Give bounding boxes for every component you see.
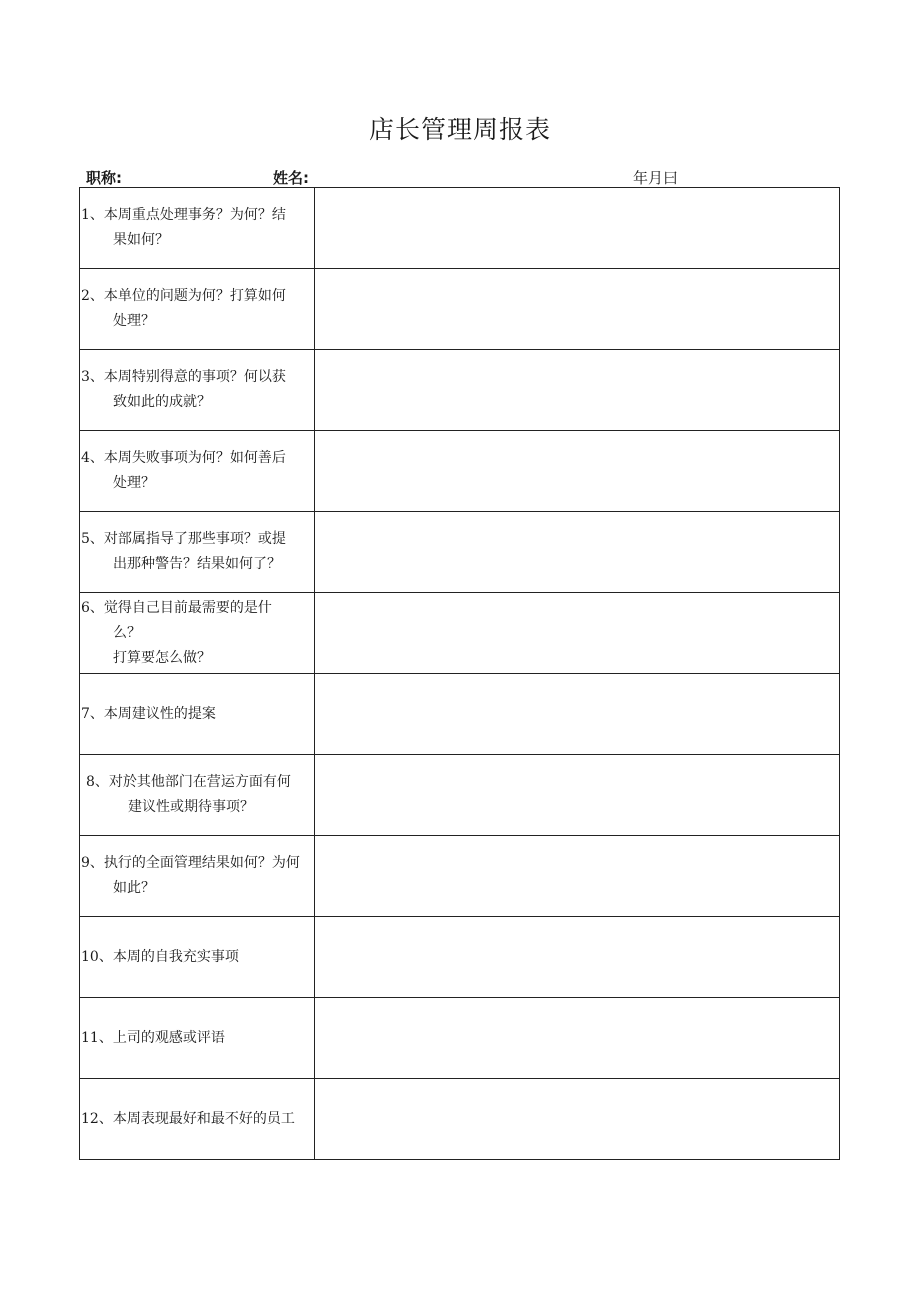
question-text: 么？ bbox=[113, 624, 141, 641]
answer-cell[interactable] bbox=[315, 998, 840, 1079]
answer-cell[interactable] bbox=[315, 350, 840, 431]
weekly-report-table bbox=[79, 187, 840, 1160]
question-text: 1、本周重点处理事务？为何？结 bbox=[81, 207, 286, 223]
form-header bbox=[0, 167, 920, 187]
question-cell bbox=[80, 350, 315, 431]
question-text: 6、觉得自己目前最需要的是什 bbox=[81, 599, 272, 616]
question-text: 11、上司的观感或评语 bbox=[81, 1029, 225, 1046]
question-cell bbox=[80, 188, 315, 269]
answer-cell[interactable] bbox=[315, 755, 840, 836]
answer-cell[interactable] bbox=[315, 674, 840, 755]
question-text: 致如此的成就？ bbox=[113, 394, 211, 410]
form-title: 店长管理周报表 bbox=[368, 115, 551, 144]
question-text: 3、本周特别得意的事项？何以获 bbox=[81, 369, 286, 385]
answer-cell[interactable] bbox=[315, 512, 840, 593]
table-row bbox=[80, 998, 840, 1079]
question-cell bbox=[80, 674, 315, 755]
table-row bbox=[80, 188, 840, 269]
question-cell bbox=[80, 431, 315, 512]
answer-cell[interactable] bbox=[315, 1079, 840, 1160]
answer-cell[interactable] bbox=[315, 269, 840, 350]
question-cell bbox=[80, 1079, 315, 1160]
question-text: 9、执行的全面管理结果如何？为何 bbox=[81, 855, 300, 871]
question-text: 12、本周表现最好和最不好的员工 bbox=[81, 1110, 295, 1127]
question-text: 处理？ bbox=[113, 313, 155, 329]
table-row bbox=[80, 917, 840, 998]
date-label: 年月曰 bbox=[633, 169, 679, 187]
question-cell bbox=[80, 836, 315, 917]
question-text: 处理？ bbox=[113, 475, 155, 491]
question-cell bbox=[80, 998, 315, 1079]
question-text: 打算要怎么做？ bbox=[113, 649, 211, 666]
table-row bbox=[80, 431, 840, 512]
table-row bbox=[80, 836, 840, 917]
answer-cell[interactable] bbox=[315, 593, 840, 674]
table-row bbox=[80, 674, 840, 755]
question-cell bbox=[80, 269, 315, 350]
question-cell bbox=[80, 593, 315, 674]
question-cell bbox=[80, 755, 315, 836]
question-text: 8、对於其他部门在营运方面有何 bbox=[86, 774, 291, 790]
question-text: 5、对部属指导了那些事项？或提 bbox=[81, 531, 286, 547]
name-label: 姓名: bbox=[273, 169, 309, 187]
table-row bbox=[80, 269, 840, 350]
table-row bbox=[80, 1079, 840, 1160]
question-text: 如此？ bbox=[113, 880, 155, 896]
answer-cell[interactable] bbox=[315, 188, 840, 269]
table-row bbox=[80, 512, 840, 593]
question-text: 果如何？ bbox=[113, 232, 169, 248]
answer-cell[interactable] bbox=[315, 917, 840, 998]
table-row bbox=[80, 350, 840, 431]
question-text: 4、本周失败事项为何？如何善后 bbox=[81, 450, 286, 466]
question-text: 出那种警告？结果如何了？ bbox=[113, 556, 281, 572]
answer-cell[interactable] bbox=[315, 431, 840, 512]
question-cell bbox=[80, 917, 315, 998]
question-text: 建议性或期待事项？ bbox=[128, 799, 254, 815]
question-text: 10、本周的自我充实事项 bbox=[81, 948, 239, 965]
question-cell bbox=[80, 512, 315, 593]
question-text: 2、本单位的问题为何？打算如何 bbox=[81, 288, 286, 304]
question-text: 7、本周建议性的提案 bbox=[81, 705, 216, 722]
table-row bbox=[80, 593, 840, 674]
table-row bbox=[80, 755, 840, 836]
job-title-label: 职称: bbox=[86, 169, 122, 187]
answer-cell[interactable] bbox=[315, 836, 840, 917]
